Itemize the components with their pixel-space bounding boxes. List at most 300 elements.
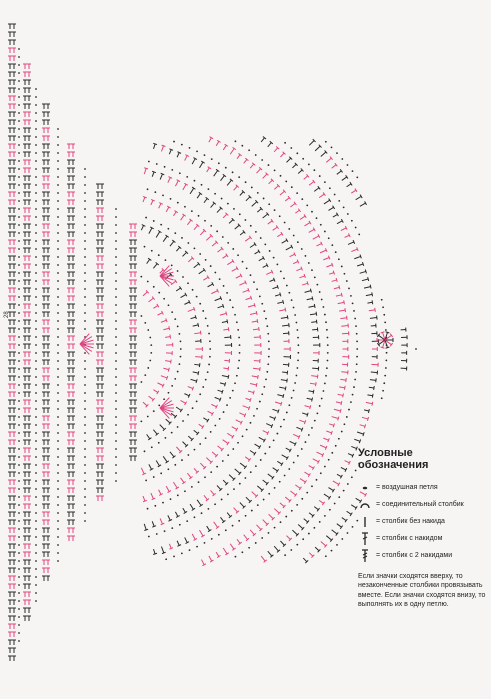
- stitch-mark: [212, 242, 217, 246]
- stitch-mark: [341, 326, 348, 327]
- chain-dot: [202, 310, 204, 312]
- chain-dot: [115, 320, 117, 322]
- stitch-mark: [324, 200, 330, 204]
- stitch-mark: [287, 536, 291, 540]
- chain-dot: [187, 454, 189, 456]
- stitch-mark: [252, 492, 257, 496]
- chain-dot: [35, 208, 37, 210]
- chain-dot: [261, 159, 263, 161]
- chain-dot: [242, 435, 244, 437]
- chain-dot: [301, 448, 303, 450]
- stitch-mark: [309, 553, 313, 557]
- chain-dot: [57, 392, 59, 394]
- chain-dot: [115, 232, 117, 234]
- stitch-mark: [243, 406, 249, 408]
- chain-dot: [209, 348, 211, 350]
- chain-dot: [153, 410, 155, 412]
- stitch-mark: [250, 398, 251, 402]
- chain-dot: [177, 202, 179, 204]
- chain-dot: [84, 216, 86, 218]
- chain-dot: [291, 299, 293, 301]
- chain-dot: [18, 192, 20, 194]
- chain-dot: [18, 464, 20, 466]
- stitch-mark: [268, 551, 272, 556]
- stitch-mark: [173, 482, 177, 488]
- stitch-mark: [381, 332, 385, 333]
- chain-dot: [84, 424, 86, 426]
- chain-dot: [84, 488, 86, 490]
- chain-dot: [346, 280, 348, 282]
- stitch-mark: [225, 382, 226, 386]
- stitch-mark: [338, 302, 344, 303]
- chain-dot: [385, 329, 387, 331]
- chain-dot: [57, 536, 59, 538]
- stitch-mark: [263, 265, 268, 267]
- chain-dot: [84, 480, 86, 482]
- chain-dot: [208, 364, 210, 366]
- chain-dot: [84, 504, 86, 506]
- chain-dot: [35, 552, 37, 554]
- chain-dot: [234, 314, 236, 316]
- stitch-mark: [310, 405, 311, 409]
- stitch-mark: [152, 171, 156, 172]
- stitch-mark: [345, 386, 346, 390]
- stitch-mark: [158, 383, 164, 386]
- chain-dot: [57, 192, 59, 194]
- stitch-mark: [204, 198, 207, 202]
- chain-dot: [170, 498, 172, 500]
- stitch-mark: [191, 317, 196, 319]
- chain-dot: [211, 538, 213, 540]
- chain-dot: [57, 440, 59, 442]
- stitch-mark: [190, 504, 193, 509]
- stitch-mark: [204, 495, 207, 500]
- stitch-mark: [223, 214, 227, 218]
- chain-dot: [336, 152, 338, 154]
- stitch-mark: [314, 507, 318, 510]
- chain-dot: [18, 440, 20, 442]
- chain-dot: [227, 242, 229, 244]
- stitch-mark: [302, 413, 307, 415]
- stitch-mark: [336, 402, 341, 403]
- stitch-mark: [165, 337, 170, 338]
- stitch-mark: [166, 419, 170, 423]
- chain-dot: [144, 450, 146, 452]
- chain-dot: [221, 499, 223, 501]
- stitch-mark: [274, 509, 279, 513]
- chain-dot: [18, 480, 20, 482]
- stitch-mark: [275, 294, 280, 296]
- stitch-mark: [314, 304, 315, 308]
- stitch-mark: [181, 400, 186, 403]
- stitch-mark: [303, 558, 307, 562]
- chain-dot: [140, 315, 142, 317]
- chain-dot: [84, 392, 86, 394]
- double-crochet-icon: [358, 532, 372, 546]
- stitch-mark: [286, 448, 291, 450]
- chain-dot: [35, 416, 37, 418]
- stitch-mark: [333, 481, 339, 484]
- chain-dot: [163, 298, 165, 300]
- chain-dot: [18, 560, 20, 562]
- chain-dot: [358, 234, 360, 236]
- chain-dot: [57, 504, 59, 506]
- chain-dot: [18, 584, 20, 586]
- legend-label: = столбик с 2 накидами: [376, 552, 453, 559]
- chain-dot: [260, 459, 262, 461]
- chain-dot: [171, 311, 173, 313]
- stitch-mark: [354, 256, 360, 258]
- stitch-mark: [143, 496, 145, 501]
- stitch-mark: [176, 247, 179, 251]
- chain-dot: [346, 416, 348, 418]
- legend-label: = столбик без накида: [376, 518, 445, 525]
- stitch-mark: [152, 172, 154, 177]
- chain-dot: [57, 528, 59, 530]
- chain-dot: [311, 269, 313, 271]
- chain-dot: [355, 325, 357, 327]
- chain-dot: [225, 167, 227, 169]
- chain-dot: [274, 487, 276, 489]
- stitch-mark: [143, 196, 147, 197]
- stitch-mark: [277, 234, 282, 237]
- chain-dot: [237, 442, 239, 444]
- chain-dot: [115, 352, 117, 354]
- chain-dot: [165, 558, 167, 560]
- stitch-mark: [240, 463, 245, 467]
- stitch-mark: [199, 424, 203, 427]
- chain-dot: [280, 521, 282, 523]
- chain-dot: [115, 272, 117, 274]
- stitch-mark: [168, 515, 170, 520]
- stitch-mark: [287, 379, 288, 383]
- chain-dot: [57, 344, 59, 346]
- chain-dot: [171, 432, 173, 434]
- chain-dot: [355, 371, 357, 373]
- stitch-mark: [201, 560, 204, 565]
- stitch-mark: [362, 279, 368, 281]
- chain-dot: [171, 169, 173, 171]
- chain-dot: [280, 270, 282, 272]
- chain-dot: [35, 536, 37, 538]
- stitch-mark: [347, 316, 348, 320]
- chain-dot: [174, 232, 176, 234]
- chain-dot: [384, 375, 386, 377]
- chain-dot: [189, 549, 191, 551]
- chain-dot: [266, 371, 268, 373]
- chain-dot: [348, 409, 350, 411]
- stitch-mark: [153, 143, 157, 144]
- stitch-mark: [199, 530, 203, 536]
- chain-dot: [208, 333, 210, 335]
- chain-dot: [35, 592, 37, 594]
- chain-dot: [196, 546, 198, 548]
- chain-dot: [237, 367, 239, 369]
- stitch-mark: [305, 406, 311, 408]
- stitch-mark: [372, 300, 373, 304]
- stitch-mark: [252, 202, 257, 207]
- chain-dot: [57, 176, 59, 178]
- stitch-mark: [357, 247, 358, 251]
- stitch-mark: [304, 274, 305, 278]
- stitch-mark: [269, 514, 274, 519]
- stitch-mark: [347, 184, 351, 187]
- chain-dot: [276, 433, 278, 435]
- chain-dot: [192, 289, 194, 291]
- chain-dot: [196, 400, 198, 402]
- chain-dot: [35, 112, 37, 114]
- chain-dot: [186, 520, 188, 522]
- stitch-mark: [149, 464, 152, 469]
- stitch-mark: [298, 524, 303, 528]
- chain-dot: [18, 344, 20, 346]
- stitch-mark: [170, 452, 174, 457]
- chain-dot: [18, 152, 20, 154]
- chain-dot: [84, 496, 86, 498]
- chain-dot: [35, 528, 37, 530]
- stitch-mark: [239, 413, 245, 415]
- stitch-mark: [226, 311, 227, 315]
- chain-dot: [18, 632, 20, 634]
- stitch-mark: [143, 197, 145, 202]
- chain-dot: [18, 592, 20, 594]
- stitch-mark: [220, 176, 224, 181]
- chain-dot: [115, 424, 117, 426]
- chain-dot: [210, 265, 212, 267]
- stitch-mark: [176, 447, 180, 452]
- chain-dot: [285, 516, 287, 518]
- chain-dot: [35, 496, 37, 498]
- chain-dot: [35, 480, 37, 482]
- chain-dot: [18, 352, 20, 354]
- stitch-mark: [158, 313, 163, 315]
- stitch-mark: [375, 308, 376, 312]
- chain-dot: [199, 253, 201, 255]
- chain-dot: [261, 303, 263, 305]
- chain-dot: [236, 321, 238, 323]
- stitch-mark: [237, 539, 240, 543]
- chain-dot: [263, 499, 265, 501]
- chain-dot: [301, 248, 303, 250]
- stitch-mark: [192, 534, 195, 540]
- stitch-mark: [281, 317, 288, 318]
- chain-dot: [286, 285, 288, 287]
- chain-dot: [35, 384, 37, 386]
- chain-dot: [294, 314, 296, 316]
- chain-dot: [225, 529, 227, 531]
- stitch-mark: [169, 548, 173, 550]
- chain-dot: [115, 480, 117, 482]
- chain-dot: [18, 608, 20, 610]
- stitch-mark: [220, 313, 226, 315]
- chain-dot: [18, 112, 20, 114]
- stitch-mark: [321, 541, 326, 545]
- chain-dot: [84, 208, 86, 210]
- stitch-mark: [329, 273, 334, 275]
- stitch-mark: [372, 402, 373, 406]
- chain-dot: [347, 213, 349, 215]
- chain-dot: [35, 576, 37, 578]
- chain-dot: [255, 231, 257, 233]
- stitch-mark: [317, 452, 323, 455]
- stitch-mark: [256, 311, 257, 315]
- stitch-mark: [354, 439, 360, 441]
- chain-dot: [257, 504, 259, 506]
- chain-dot: [18, 224, 20, 226]
- chain-dot: [84, 176, 86, 178]
- chain-dot: [232, 525, 234, 527]
- chain-dot: [210, 225, 212, 227]
- stitch-mark: [333, 271, 334, 275]
- chain-dot: [18, 200, 20, 202]
- stitch-mark: [222, 321, 227, 322]
- chain-dot: [18, 128, 20, 130]
- stitch-mark: [277, 285, 278, 289]
- chain-dot: [18, 456, 20, 458]
- chain-dot: [350, 401, 352, 403]
- stitch-mark: [192, 159, 195, 165]
- stitch-mark: [259, 437, 265, 440]
- stitch-mark: [208, 284, 213, 287]
- stitch-mark: [368, 277, 369, 281]
- chain-dot: [180, 356, 182, 358]
- stitch-mark: [257, 319, 258, 323]
- chain-dot: [115, 448, 117, 450]
- chain-dot: [210, 431, 212, 433]
- stitch-mark: [170, 241, 174, 246]
- stitch-mark: [308, 306, 314, 307]
- chain-dot: [57, 456, 59, 458]
- chain-dot: [84, 288, 86, 290]
- chain-dot: [263, 386, 265, 388]
- chain-dot: [84, 400, 86, 402]
- stitch-mark: [341, 467, 346, 469]
- chain-dot: [148, 536, 150, 538]
- chain-dot: [35, 560, 37, 562]
- stitch-mark: [166, 486, 169, 491]
- stitch-mark: [274, 148, 278, 152]
- chain-dot: [316, 412, 318, 414]
- stitch-mark: [144, 168, 146, 174]
- chain-dot: [324, 466, 326, 468]
- chain-dot: [115, 328, 117, 330]
- stitch-mark: [223, 329, 228, 330]
- stitch-mark: [326, 431, 331, 433]
- stitch-mark: [169, 544, 171, 549]
- chain-dot: [84, 448, 86, 450]
- stitch-mark: [206, 236, 211, 241]
- chain-dot: [84, 432, 86, 434]
- chain-dot: [177, 371, 179, 373]
- stitch-mark: [364, 410, 369, 411]
- chain-dot: [308, 533, 310, 535]
- stitch-mark: [272, 409, 278, 411]
- stitch-mark: [323, 438, 328, 440]
- stitch-mark: [184, 302, 189, 304]
- chain-dot: [214, 272, 216, 274]
- chain-dot: [84, 184, 86, 186]
- chain-dot: [296, 544, 298, 546]
- stitch-mark: [154, 144, 156, 149]
- chain-dot: [84, 440, 86, 442]
- stitch-mark: [255, 444, 260, 447]
- chain-dot: [316, 479, 318, 481]
- chain-dot: [18, 408, 20, 410]
- chain-dot: [35, 368, 37, 370]
- stitch-mark: [280, 191, 285, 195]
- chain-dot: [334, 194, 336, 196]
- stitch-mark: [156, 232, 160, 238]
- stitch-mark: [374, 386, 375, 390]
- stitch-mark: [163, 368, 168, 369]
- chain-dot: [153, 286, 155, 288]
- stitch-mark: [320, 445, 326, 448]
- chain-dot: [144, 374, 146, 376]
- stitch-mark: [274, 546, 278, 551]
- chain-dot: [306, 492, 308, 494]
- stitch-mark: [339, 310, 345, 311]
- chain-dot: [84, 304, 86, 306]
- stitch-mark: [141, 225, 143, 230]
- chain-dot: [194, 516, 196, 518]
- chain-dot: [35, 448, 37, 450]
- stitch-mark: [199, 363, 200, 367]
- chain-dot: [167, 228, 169, 230]
- chain-dot: [279, 215, 281, 217]
- stitch-mark: [248, 406, 249, 410]
- stitch-mark: [333, 424, 334, 428]
- chain-dot: [334, 503, 336, 505]
- chain-dot: [296, 329, 298, 331]
- chain-dot: [296, 192, 298, 194]
- chain-dot: [351, 220, 353, 222]
- stitch-mark: [362, 417, 368, 419]
- chain-dot: [162, 502, 164, 504]
- stitch-mark: [326, 158, 331, 162]
- chain-dot: [208, 508, 210, 510]
- chain-dot: [274, 209, 276, 211]
- stitch-mark: [268, 143, 272, 147]
- stitch-mark: [369, 387, 374, 388]
- stitch-mark: [223, 145, 226, 150]
- chain-dot: [84, 328, 86, 330]
- chain-dot: [57, 296, 59, 298]
- chain-dot: [382, 306, 384, 308]
- single-crochet-icon: [358, 515, 372, 529]
- chain-dot: [153, 476, 155, 478]
- stitch-mark: [362, 262, 363, 266]
- chain-dot: [245, 219, 247, 221]
- stitch-mark: [193, 372, 199, 373]
- stitch-mark: [194, 307, 195, 311]
- stitch-mark: [184, 394, 189, 396]
- chain-dot: [57, 320, 59, 322]
- chain-dot: [354, 379, 356, 381]
- stitch-mark: [255, 251, 259, 254]
- stitch-mark: [144, 524, 146, 530]
- chain-dot: [84, 360, 86, 362]
- chain-dot: [268, 493, 270, 495]
- chain-dot: [18, 384, 20, 386]
- stitch-mark: [188, 387, 193, 389]
- chain-dot: [344, 423, 346, 425]
- stitch-mark: [245, 237, 250, 241]
- stitch-mark: [287, 158, 291, 162]
- chain-dot: [194, 449, 196, 451]
- chain-dot: [158, 292, 160, 294]
- stitch-mark: [170, 335, 171, 339]
- chain-dot-icon: [358, 481, 372, 495]
